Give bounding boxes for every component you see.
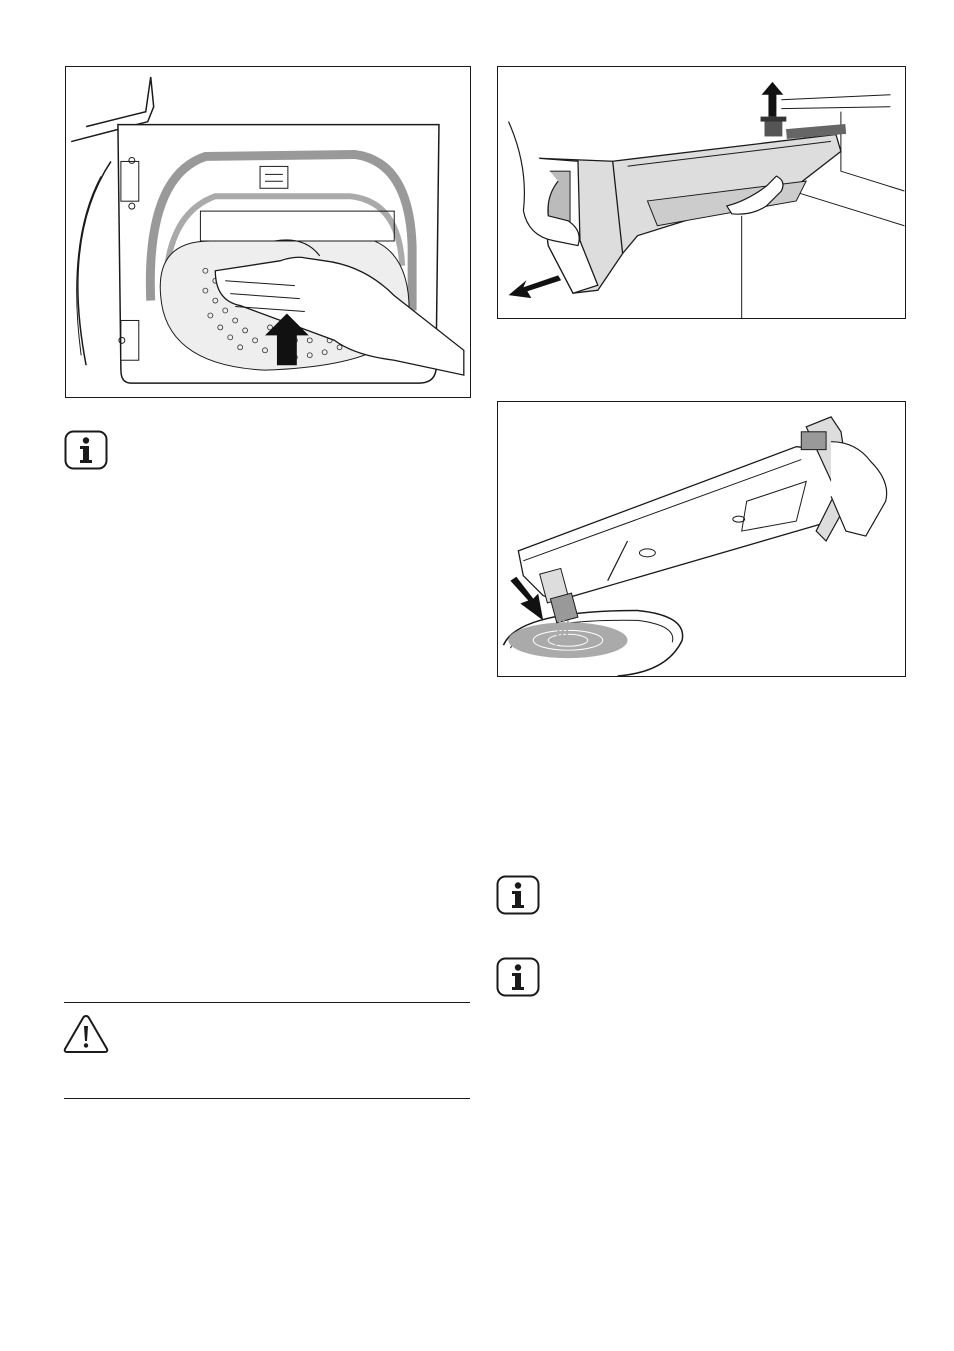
warning-triangle-icon	[63, 1013, 109, 1055]
info-icon	[496, 957, 540, 997]
pour-water-illustration	[498, 402, 905, 676]
info-icon	[496, 875, 540, 915]
figure-clean-door-filter	[65, 66, 471, 398]
hand-wiping-filter-illustration	[66, 67, 470, 397]
warning-top-rule	[64, 1002, 470, 1003]
pull-out-container-illustration	[498, 67, 905, 318]
figure-empty-water-container	[497, 401, 906, 677]
figure-remove-water-container	[497, 66, 906, 319]
info-icon	[64, 430, 108, 470]
warning-bottom-rule	[64, 1098, 470, 1099]
